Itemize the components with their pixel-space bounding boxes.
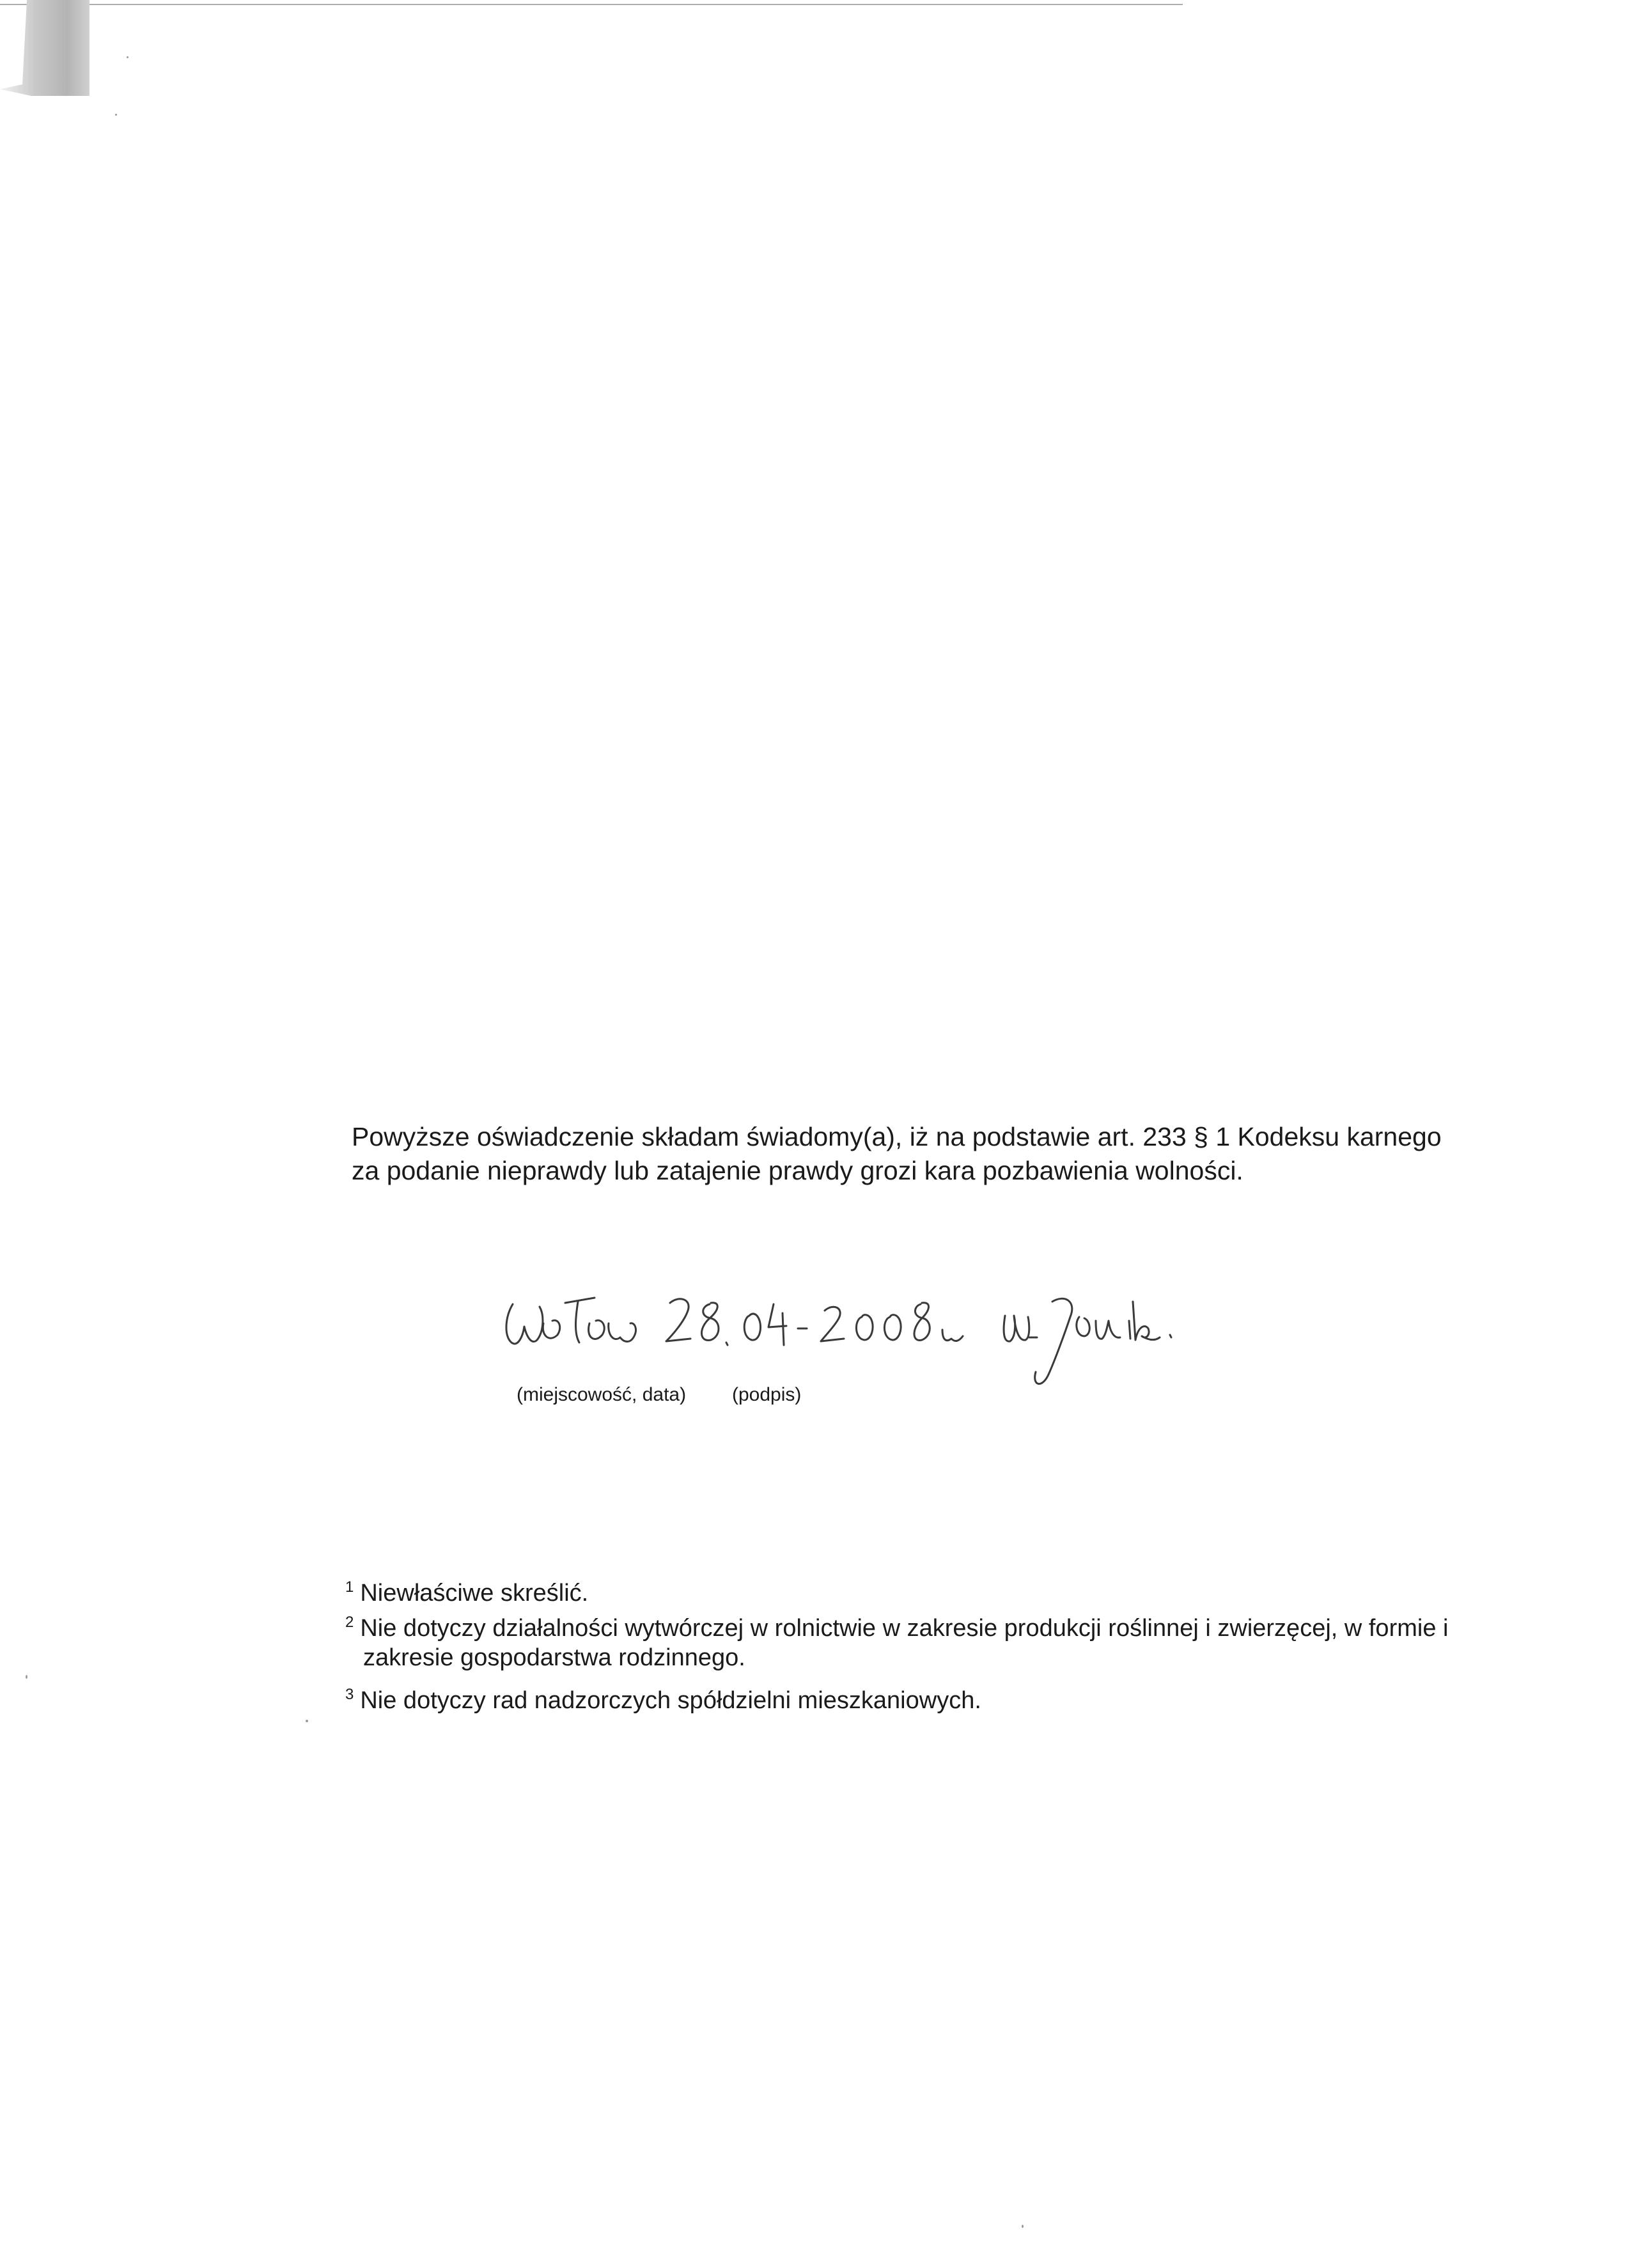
footnote-2	[345, 1608, 1528, 1643]
scan-speck	[306, 1720, 308, 1722]
footnote-text: zakresie gospodarstwa rodzinnego.	[363, 1644, 745, 1671]
footnote-1	[345, 1573, 1528, 1608]
declaration-text	[352, 1120, 1502, 1188]
footnote-3	[345, 1680, 1528, 1715]
footnote-text: Niewłaściwe skreślić.	[360, 1580, 589, 1607]
declaration-line-1: Powyższe oświadczenie składam świadomy(a), iż na podstawie art. 233 § 1 Kodeksu karnego	[352, 1122, 1442, 1151]
scan-speck	[26, 1675, 27, 1679]
footnote-text: Nie dotyczy działalności wytwórczej w rolnictwie w zakresie produkcji roślinnej i zwierzęcej, w formie i	[360, 1615, 1449, 1642]
footnote-marker: 1	[345, 1578, 354, 1596]
scan-edge-line	[0, 4, 1183, 5]
handwriting-svg	[499, 1279, 1202, 1432]
handwritten-signature	[1004, 1298, 1171, 1383]
footnote-2-continuation	[345, 1643, 1528, 1672]
scan-speck	[1022, 2225, 1024, 2228]
handwritten-place	[506, 1298, 636, 1344]
signature-block	[499, 1279, 1202, 1432]
caption-place-date: (miejscowość, data)	[517, 1384, 687, 1405]
footnotes	[345, 1573, 1528, 1715]
declaration-line-2: za podanie nieprawdy lub zatajenie prawdy grozi kara pozbawienia wolności.	[352, 1156, 1243, 1185]
caption-signature: (podpis)	[732, 1384, 802, 1405]
footnote-text: Nie dotyczy rad nadzorczych spółdzielni mieszkaniowych.	[360, 1687, 981, 1714]
scan-corner-shadow	[0, 0, 90, 96]
handwritten-date	[666, 1299, 963, 1345]
footnote-marker: 2	[345, 1614, 354, 1631]
scan-speck	[115, 114, 117, 116]
scan-speck	[127, 56, 129, 58]
footnote-marker: 3	[345, 1686, 354, 1703]
